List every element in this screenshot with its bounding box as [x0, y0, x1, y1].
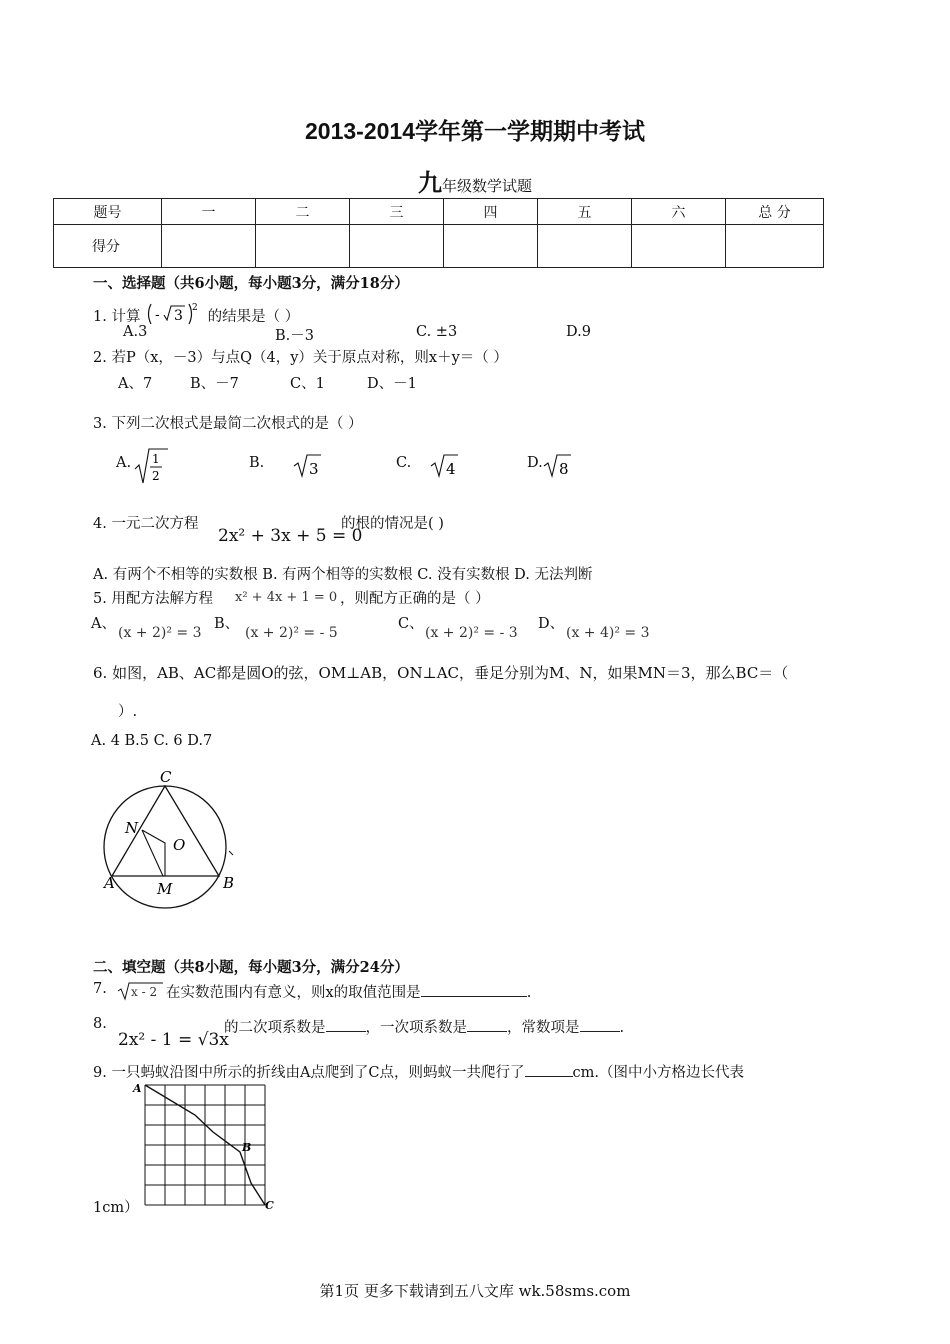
svg-text:-: -: [155, 307, 160, 323]
score-header-cell: 二: [256, 199, 350, 225]
q9-stem-text: 9. 一只蚂蚁沿图中所示的折线由A点爬到了C点，则蚂蚁一共爬行了: [93, 1065, 525, 1081]
q5-option-b-value[interactable]: (x + 2)² = - 5: [245, 625, 338, 641]
q6-stem-continued: ）.: [118, 704, 138, 720]
score-header-cell: 四: [444, 199, 538, 225]
q1-stem-post: 的结果是（ ）: [207, 309, 300, 325]
score-input-cell[interactable]: [162, 225, 256, 268]
q7-stem: [166, 981, 531, 1002]
q8-stem: [224, 1016, 624, 1037]
label-a: A: [104, 874, 115, 892]
q4-stem-pre: 4. 一元二次方程: [93, 516, 199, 532]
q6-options[interactable]: A. 4 B.5 C. 6 D.7: [91, 733, 213, 749]
q8-text-2: ，一次项系数是: [365, 1020, 467, 1036]
svg-text:3: 3: [174, 308, 183, 324]
score-header-cell: 五: [538, 199, 632, 225]
subtitle-rest: 年级数学试题: [441, 177, 532, 195]
q4-options[interactable]: A. 有两个不相等的实数根 B. 有两个相等的实数根 C. 没有实数根 D. 无法判断: [93, 567, 593, 583]
q6-stem: 6. 如图，AB、AC都是圆O的弦，OM⊥AB，ON⊥AC，垂足分别为M、N，如果MN＝3，那么BC＝（: [93, 664, 789, 682]
q9-stem-post: cm.（图中小方格边长代表: [572, 1065, 744, 1081]
score-table: [53, 198, 824, 268]
svg-text:x - 2: x - 2: [131, 985, 158, 999]
q8-end: .: [619, 1020, 625, 1036]
q1-expression: [145, 297, 203, 325]
q1-option-b[interactable]: B.－3: [275, 328, 314, 344]
q3-option-d-radical[interactable]: [543, 452, 573, 480]
score-row-label: 得分: [54, 225, 162, 268]
q9-tail: 1cm）: [93, 1200, 139, 1216]
q3-option-d-label[interactable]: D.: [527, 455, 543, 471]
q7-answer-blank[interactable]: [421, 996, 527, 997]
grade-number: 九: [417, 168, 442, 197]
q8-blank-constant[interactable]: [580, 1031, 620, 1032]
q5-stem-post: ，则配方正确的是（ ）: [340, 591, 490, 607]
q3-option-c-radical[interactable]: [430, 452, 460, 480]
svg-text:3: 3: [309, 460, 319, 478]
section1-heading: 一、选择题（共6小题，每小题3分，满分18分）: [93, 275, 409, 292]
q7-radical: [117, 980, 167, 1002]
svg-text:1: 1: [152, 452, 160, 466]
q1-stem-pre: 1. 计算: [93, 309, 141, 325]
svg-text:4: 4: [446, 460, 456, 478]
svg-text:2: 2: [152, 469, 160, 483]
q8-blank-quadratic[interactable]: [326, 1031, 366, 1032]
q5-option-b-label[interactable]: B、: [214, 616, 240, 632]
page-footer: 第1页 更多下载请到五八文库 wk.58sms.com: [319, 1282, 631, 1300]
q1-expression-graphic: [145, 302, 203, 326]
label-n: N: [125, 819, 139, 837]
q1-stem: [93, 297, 299, 326]
score-input-cell[interactable]: [444, 225, 538, 268]
q5-option-a-value[interactable]: (x + 2)² = 3: [118, 625, 202, 641]
q2-option-a[interactable]: A、7: [118, 376, 153, 392]
q9-grid-figure: [128, 1080, 278, 1212]
score-input-cell[interactable]: [538, 225, 632, 268]
grid-label-b: B: [242, 1141, 252, 1154]
q5-option-c-label[interactable]: C、: [398, 616, 424, 632]
q2-stem: 2. 若P（x，－3）与点Q（4，y）关于原点对称，则x＋y＝（ ）: [93, 350, 508, 366]
score-input-cell[interactable]: [350, 225, 444, 268]
section2-heading: 二、填空题（共8小题，每小题3分，满分24分）: [93, 959, 409, 976]
q8-text-1: 的二次项系数是: [224, 1020, 326, 1036]
score-header-cell: 六: [632, 199, 726, 225]
q5-option-c-value[interactable]: (x + 2)² = - 3: [425, 625, 518, 641]
stray-mark: [229, 851, 233, 855]
q9-stem: [93, 1061, 744, 1082]
q5-stem-pre: 5. 用配方法解方程: [93, 591, 213, 607]
q1-option-c[interactable]: C. ±3: [416, 324, 458, 340]
q7-end: .: [526, 985, 532, 1001]
score-input-cell[interactable]: [726, 225, 824, 268]
q2-option-d[interactable]: D、－1: [367, 376, 417, 392]
q8-number: 8.: [93, 1016, 107, 1032]
label-m: M: [157, 880, 173, 898]
label-c: C: [160, 768, 172, 786]
segment-nm: [142, 830, 163, 876]
score-input-cell[interactable]: [632, 225, 726, 268]
q4-stem-post: 的根的情况是( ): [341, 516, 444, 532]
q6-circle-figure: [95, 765, 245, 910]
q4-equation: 2x² + 3x + 5 = 0: [218, 526, 363, 546]
q1-option-a[interactable]: A.3: [123, 324, 148, 340]
q9-answer-blank[interactable]: [525, 1076, 573, 1077]
q1-option-d[interactable]: D.9: [566, 324, 591, 340]
svg-text:8: 8: [559, 460, 569, 478]
q2-option-b[interactable]: B、－7: [190, 376, 239, 392]
label-o: O: [173, 836, 186, 854]
svg-text:2: 2: [192, 303, 198, 313]
q3-option-b-radical[interactable]: [293, 452, 323, 480]
q8-equation: 2x² - 1 = √3x: [118, 1030, 229, 1050]
score-header-cell: 题号: [54, 199, 162, 225]
score-header-cell: 总 分: [726, 199, 824, 225]
score-table-score-row: [54, 225, 824, 268]
q5-equation: x² + 4x + 1 = 0: [235, 590, 338, 605]
q2-option-c[interactable]: C、1: [290, 376, 325, 392]
page-title: 2013-2014学年第一学期期中考试: [305, 118, 645, 144]
q7-stem-text: 在实数范围内有意义，则x的取值范围是: [166, 985, 421, 1001]
q7-number: 7.: [93, 981, 107, 997]
q5-option-d-value[interactable]: (x + 4)² = 3: [566, 625, 650, 641]
q5-option-a-label[interactable]: A、: [91, 616, 116, 632]
q3-option-a-radical[interactable]: [134, 445, 174, 487]
score-header-cell: 一: [162, 199, 256, 225]
q8-text-3: ，常数项是: [507, 1020, 580, 1036]
q8-blank-linear[interactable]: [467, 1031, 507, 1032]
score-header-cell: 三: [350, 199, 444, 225]
q3-option-b-label[interactable]: B.: [249, 455, 265, 471]
grid-label-c: C: [265, 1199, 274, 1212]
label-b: B: [223, 874, 235, 892]
q5-option-d-label[interactable]: D、: [538, 616, 565, 632]
score-table-header-row: [54, 199, 824, 225]
page-subtitle: [0, 163, 950, 198]
q3-option-a-label[interactable]: A.: [116, 455, 132, 471]
q3-option-c-label[interactable]: C.: [396, 455, 412, 471]
grid-label-a: A: [133, 1082, 142, 1095]
score-input-cell[interactable]: [256, 225, 350, 268]
q3-stem: 3. 下列二次根式是最简二次根式的是（ ）: [93, 416, 363, 432]
